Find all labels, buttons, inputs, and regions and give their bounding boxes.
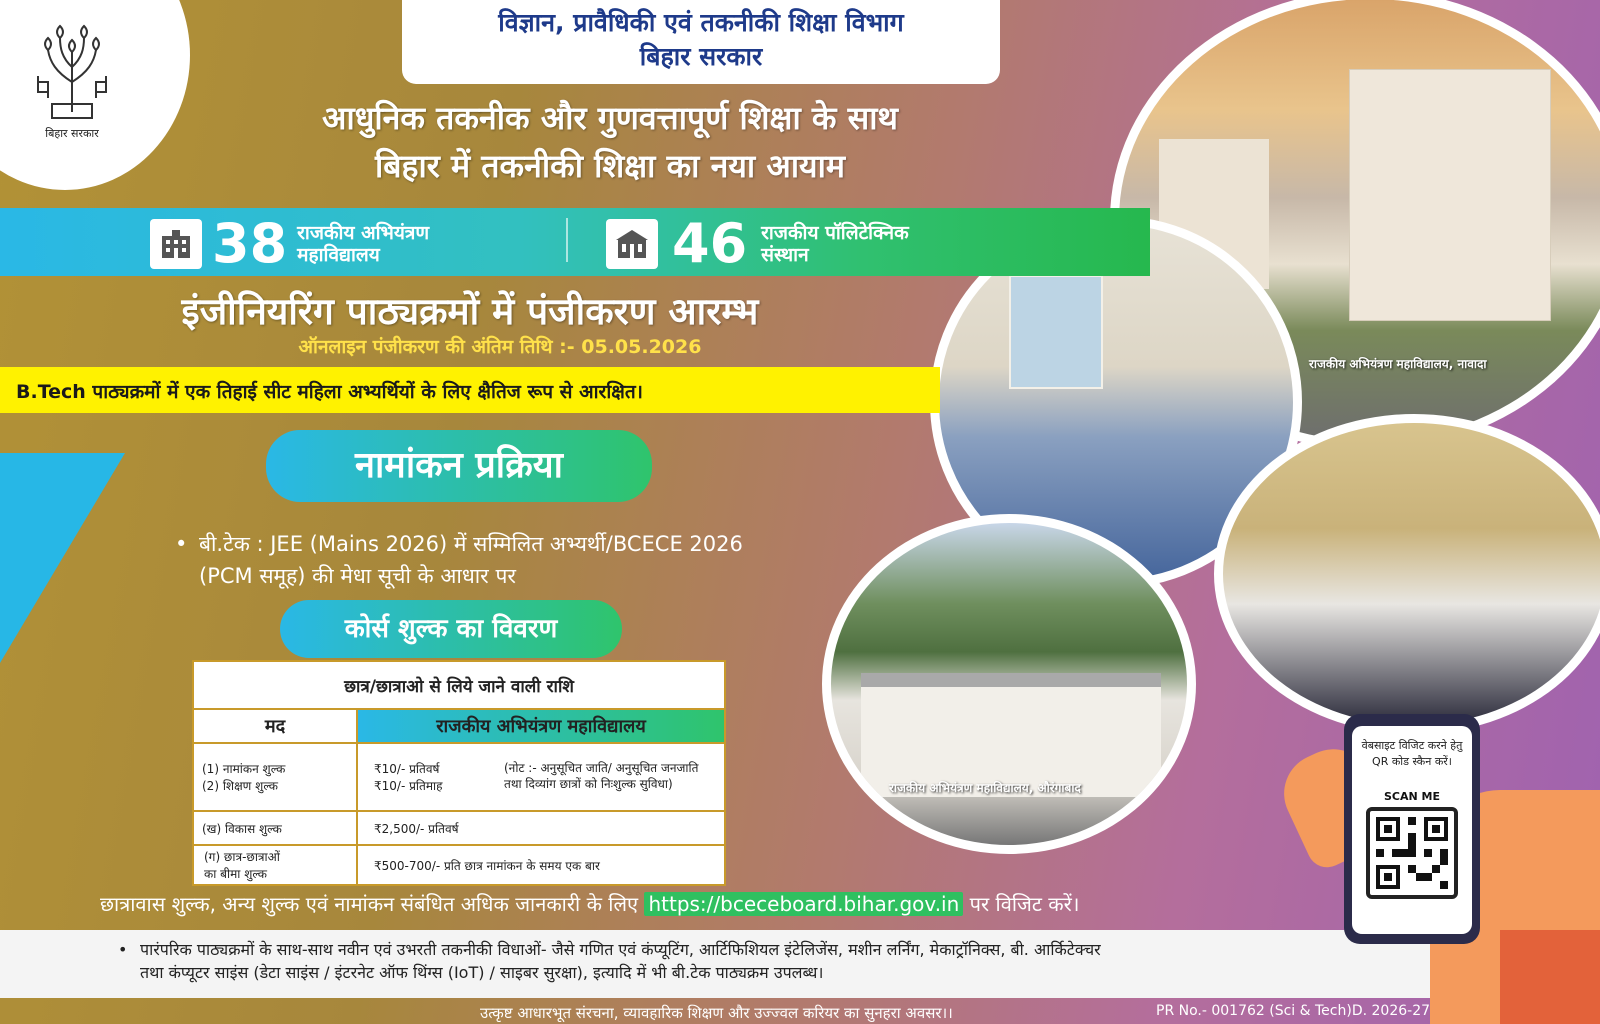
sleeve — [1500, 930, 1600, 1024]
fee-item: (ग) छात्र-छात्राओं — [204, 850, 280, 864]
fee-amount: ₹10/- प्रतिमाह — [374, 779, 443, 793]
fees-heading: कोर्स शुल्क का विवरण — [280, 600, 622, 658]
table-row — [193, 743, 725, 811]
fee-item: (2) शिक्षण शुल्क — [202, 779, 278, 793]
fee-table-caption: छात्र/छात्राओ से लिये जाने वाली राशि — [193, 661, 725, 709]
fee-table — [192, 660, 726, 886]
scan-me-label: SCAN ME — [1383, 790, 1440, 803]
bullet-icon: • — [118, 940, 128, 959]
decorative-triangle — [0, 453, 125, 663]
photo-industry-visit — [1214, 414, 1600, 734]
qr-instruction: वेबसाइट विजिट करने हेतु QR कोड स्कैन करें। — [1361, 739, 1463, 768]
stat-number: 38 — [212, 212, 288, 275]
qr-code-frame[interactable] — [1366, 807, 1458, 899]
window — [1009, 275, 1103, 389]
bullet-icon: • — [175, 532, 188, 556]
courses-line1: पारंपरिक पाठ्यक्रमों के साथ-साथ नवीन एवं उभरती तकनीकी विधाओं- जैसे गणित एवं कंप्यूटिंग, आर्टिफिशियल इंटेलिजेंस, मशीन लर्निंग, मेकाट्रॉनिक्स, बी. आर्किटेक्चर — [140, 940, 1101, 959]
website-link[interactable]: https://bceceboard.bihar.gov.in — [644, 892, 963, 916]
photo-caption-aurangabad: राजकीय अभियंत्रण महाविद्यालय, औरंगाबाद — [889, 781, 1081, 795]
table-row — [193, 811, 725, 845]
photo-campus-aurangabad — [822, 514, 1196, 854]
footer-tagline: उत्कृष्ट आधारभूत संरचना, व्यावहारिक शिक्षण और उज्ज्वल करियर का सुनहरा अवसर।। — [480, 1004, 953, 1022]
stat-engineering-colleges — [150, 214, 429, 274]
stat-label: संस्थान — [761, 244, 809, 266]
college-building-icon — [150, 219, 202, 269]
fee-note: (नोट :- अनुसूचित जाति/ अनुसूचित जनजाति तथा दिव्यांग छात्रों को निःशुल्क सुविधा) — [504, 761, 699, 791]
registration-deadline — [200, 333, 800, 359]
headline-line1: आधुनिक तकनीक और गुणवत्तापूर्ण शिक्षा के साथ — [322, 99, 898, 137]
reservation-note: B.Tech पाठ्यक्रमों में एक तिहाई सीट महिला अभ्यर्थियों के लिए क्षैतिज रूप से आरक्षित। — [16, 381, 643, 403]
deadline-date: 05.05.2026 — [581, 336, 702, 358]
fee-col-item: मद — [193, 709, 357, 743]
enrollment-line1: बी.टेक : JEE (Mains 2026) में सम्मिलित अभ्यर्थी/BCECE 2026 — [199, 532, 743, 556]
logo-label: बिहार सरकार — [45, 127, 99, 140]
department-name: विज्ञान, प्रावैधिकी एवं तकनीकी शिक्षा विभाग — [498, 8, 904, 37]
fee-amount: ₹500-700/- प्रति छात्र नामांकन के समय एक बार — [357, 845, 725, 885]
phone-screen — [1352, 726, 1472, 934]
government-name: बिहार सरकार — [639, 42, 763, 71]
fee-item-cell — [193, 845, 357, 885]
deadline-label: ऑनलाइन पंजीकरण की अंतिम तिथि — [298, 336, 553, 358]
enrollment-heading: नामांकन प्रक्रिया — [266, 430, 652, 502]
building-block — [1349, 69, 1551, 321]
fee-amount: ₹2,500/- प्रतिवर्ष — [357, 811, 725, 845]
fee-item: का बीमा शुल्क — [204, 867, 267, 881]
bihar-emblem — [26, 22, 118, 141]
stat-label: महाविद्यालय — [297, 244, 380, 266]
stats-divider — [566, 218, 568, 262]
table-row — [193, 845, 725, 885]
fee-amount-cell — [357, 743, 725, 811]
registration-title: इंजीनियरिंग पाठ्यक्रमों में पंजीकरण आरम्भ — [181, 290, 759, 333]
institute-building-icon — [606, 219, 658, 269]
qr-code-icon — [1376, 817, 1448, 889]
department-box — [402, 0, 1000, 84]
fee-amount: ₹10/- प्रतिवर्ष — [374, 762, 440, 776]
courses-line2: तथा कंप्यूटर साइंस (डेटा साइंस / इंटरनेट ऑफ थिंग्स (IoT) / साइबर सुरक्षा), इत्यादि में भी बी.टेक पाठ्यक्रम उपलब्ध। — [140, 963, 824, 982]
fee-item: (ख) विकास शुल्क — [193, 811, 357, 845]
courses-note — [118, 938, 1358, 984]
stat-label: राजकीय पॉलिटेक्निक — [761, 222, 909, 244]
deadline-separator: :- — [559, 336, 575, 358]
enrollment-bullet — [175, 528, 875, 592]
stat-label: राजकीय अभियंत्रण — [297, 222, 430, 244]
fee-item-cell — [193, 743, 357, 811]
info-prefix: छात्रावास शुल्क, अन्य शुल्क एवं नामांकन संबंधित अधिक जानकारी के लिए — [100, 892, 639, 916]
photo-caption-nawada: राजकीय अभियंत्रण महाविद्यालय, नावादा — [1309, 357, 1487, 371]
enrollment-line2: (PCM समूह) की मेधा सूची के आधार पर — [199, 564, 516, 588]
info-suffix: पर विजिट करें। — [969, 892, 1080, 916]
stat-polytechnic-institutes — [606, 214, 909, 274]
fee-col-college: राजकीय अभियंत्रण महाविद्यालय — [357, 709, 725, 743]
bodhi-tree-emblem-icon — [26, 22, 118, 122]
headline-line2: बिहार में तकनीकी शिक्षा का नया आयाम — [374, 147, 846, 185]
stat-number: 46 — [672, 212, 748, 275]
info-line — [100, 890, 1079, 917]
pr-number: PR No.- 001762 (Sci & Tech)D. 2026-27 — [1156, 1003, 1431, 1019]
fee-item: (1) नामांकन शुल्क — [202, 762, 286, 776]
